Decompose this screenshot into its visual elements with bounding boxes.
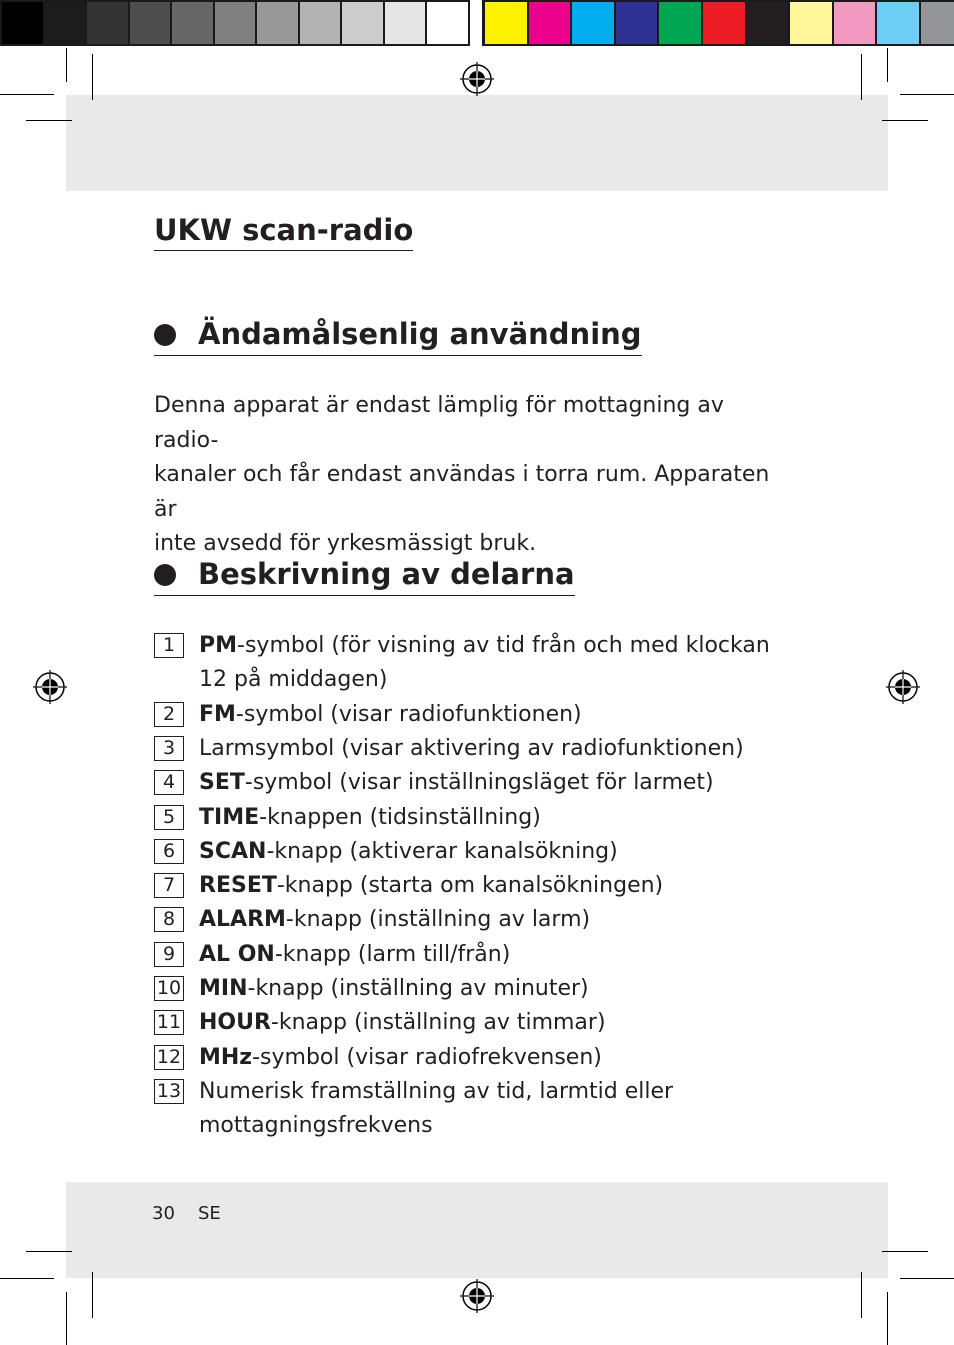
item-text	[199, 869, 799, 903]
item-description: -knapp (inställning av larm)	[285, 907, 591, 933]
item-description: 12 på middagen)	[199, 667, 388, 693]
registration-mark-icon	[460, 62, 494, 96]
crop-mark	[900, 1278, 954, 1279]
crop-mark	[861, 1272, 862, 1318]
item-label: PM	[199, 633, 238, 658]
grayscale-bar	[0, 0, 470, 46]
item-label: RESET	[199, 873, 277, 899]
crop-mark	[861, 54, 862, 100]
crop-mark	[92, 54, 93, 100]
item-line	[199, 698, 799, 732]
item-description: -knapp (inställning av timmar)	[270, 1010, 606, 1036]
item-description: -knapp (aktiverar kanalsökning)	[266, 838, 618, 864]
item-text	[199, 972, 799, 1006]
item-description: -knapp (starta om kanalsökningen)	[276, 873, 664, 899]
crop-mark	[66, 48, 67, 82]
crop-mark	[26, 120, 72, 121]
item-line	[199, 903, 799, 937]
item-description: -knapp (inställning av minuter)	[247, 976, 589, 1001]
item-number: 9	[154, 942, 184, 967]
item-line	[199, 1075, 799, 1109]
item-number: 1	[154, 633, 184, 658]
item-description: mottagningsfrekvens	[199, 1113, 433, 1139]
bullet-icon	[154, 324, 176, 346]
gray-swatch	[300, 2, 341, 44]
gray-swatch	[2, 2, 43, 44]
item-number: 4	[154, 770, 184, 795]
item-text	[199, 1075, 799, 1144]
crop-mark	[66, 1292, 67, 1345]
crop-mark	[92, 1272, 93, 1318]
color-swatch	[703, 2, 745, 44]
color-swatch	[877, 2, 919, 44]
item-line	[199, 972, 799, 1006]
language-code: SE	[198, 1203, 221, 1224]
item-label: HOUR	[199, 1010, 271, 1036]
crop-mark	[887, 48, 888, 82]
gray-swatch	[215, 2, 256, 44]
item-number: 5	[154, 805, 184, 830]
item-number: 11	[154, 1010, 184, 1035]
registration-mark-icon	[460, 1279, 494, 1313]
item-description: -symbol (visar radiofrekvensen)	[252, 1044, 602, 1070]
item-number: 10	[154, 976, 184, 1001]
color-swatch	[790, 2, 832, 44]
section-heading-text: Ändamålsenlig användning	[198, 317, 642, 351]
item-number: 6	[154, 839, 184, 864]
paragraph-line: inte avsedd för yrkesmässigt bruk.	[154, 531, 537, 556]
item-number: 3	[154, 736, 184, 761]
item-label: MHz	[199, 1044, 253, 1070]
gray-swatch	[130, 2, 171, 44]
color-swatch	[747, 2, 789, 44]
item-description: -symbol (visar radiofunktionen)	[235, 701, 582, 727]
crop-mark	[0, 1278, 54, 1279]
crop-mark	[882, 1251, 928, 1252]
item-label: SET	[199, 770, 245, 796]
item-description: Numerisk framställning av tid, larmtid eller	[199, 1078, 674, 1104]
item-line	[199, 663, 799, 697]
item-label: MIN	[199, 976, 248, 1001]
crop-mark	[887, 1292, 888, 1345]
page-number: 30	[152, 1203, 175, 1224]
item-text	[199, 801, 799, 835]
item-description: -knappen (tidsinställning)	[259, 804, 541, 830]
section-heading-text: Beskrivning av delarna	[198, 557, 575, 591]
gray-swatch	[45, 2, 86, 44]
item-text	[199, 629, 799, 698]
item-label: SCAN	[199, 838, 267, 864]
gray-swatch	[427, 2, 468, 44]
gray-swatch	[87, 2, 128, 44]
item-line	[199, 869, 799, 903]
section-heading-parts	[154, 555, 575, 596]
color-swatch	[572, 2, 614, 44]
color-bar	[482, 0, 954, 46]
gray-swatch	[342, 2, 383, 44]
item-label: TIME	[199, 804, 260, 830]
item-description: -symbol (visar inställningsläget för larmet)	[244, 770, 714, 796]
item-text	[199, 903, 799, 937]
item-label: FM	[199, 701, 236, 727]
item-line	[199, 732, 799, 766]
item-label: AL ON	[199, 941, 275, 967]
item-line	[199, 629, 799, 663]
item-description: -symbol (för visning av tid från och med klockan	[237, 633, 770, 658]
item-number: 12	[154, 1045, 184, 1070]
crop-mark	[26, 1251, 72, 1252]
crop-mark	[900, 94, 954, 95]
section-heading-intended-use	[154, 315, 642, 356]
page-title: UKW scan-radio	[154, 212, 413, 251]
item-number: 7	[154, 873, 184, 898]
item-line	[199, 766, 799, 800]
item-number: 2	[154, 702, 184, 727]
paragraph-line: Denna apparat är endast lämplig för mottagning av radio-	[154, 393, 724, 453]
paragraph-line: kanaler och får endast användas i torra rum. Apparaten är	[154, 462, 770, 522]
item-number: 8	[154, 907, 184, 932]
item-text	[199, 835, 799, 869]
item-line	[199, 1006, 799, 1040]
item-line	[199, 1109, 799, 1143]
item-text	[199, 766, 799, 800]
color-swatch	[921, 2, 954, 44]
bullet-icon	[154, 564, 176, 586]
gray-swatch	[385, 2, 426, 44]
item-text	[199, 1041, 799, 1075]
registration-mark-icon	[33, 670, 67, 704]
color-swatch	[834, 2, 876, 44]
color-swatch	[485, 2, 527, 44]
item-description: -knapp (larm till/från)	[274, 941, 511, 967]
item-line	[199, 1041, 799, 1075]
footer-band	[66, 1182, 888, 1278]
intended-use-paragraph	[154, 389, 794, 562]
item-line	[199, 801, 799, 835]
header-band	[66, 95, 888, 191]
gray-swatch	[172, 2, 213, 44]
item-text	[199, 938, 799, 972]
registration-mark-icon	[886, 670, 920, 704]
item-label: ALARM	[199, 907, 286, 933]
item-line	[199, 938, 799, 972]
color-swatch	[659, 2, 701, 44]
item-text	[199, 1006, 799, 1040]
color-swatch	[529, 2, 571, 44]
item-line	[199, 835, 799, 869]
crop-mark	[882, 120, 928, 121]
item-text	[199, 698, 799, 732]
item-description: Larmsymbol (visar aktivering av radiofunktionen)	[199, 735, 744, 761]
item-text	[199, 732, 799, 766]
item-number: 13	[154, 1079, 184, 1104]
gray-swatch	[257, 2, 298, 44]
color-swatch	[616, 2, 658, 44]
crop-mark	[0, 94, 54, 95]
